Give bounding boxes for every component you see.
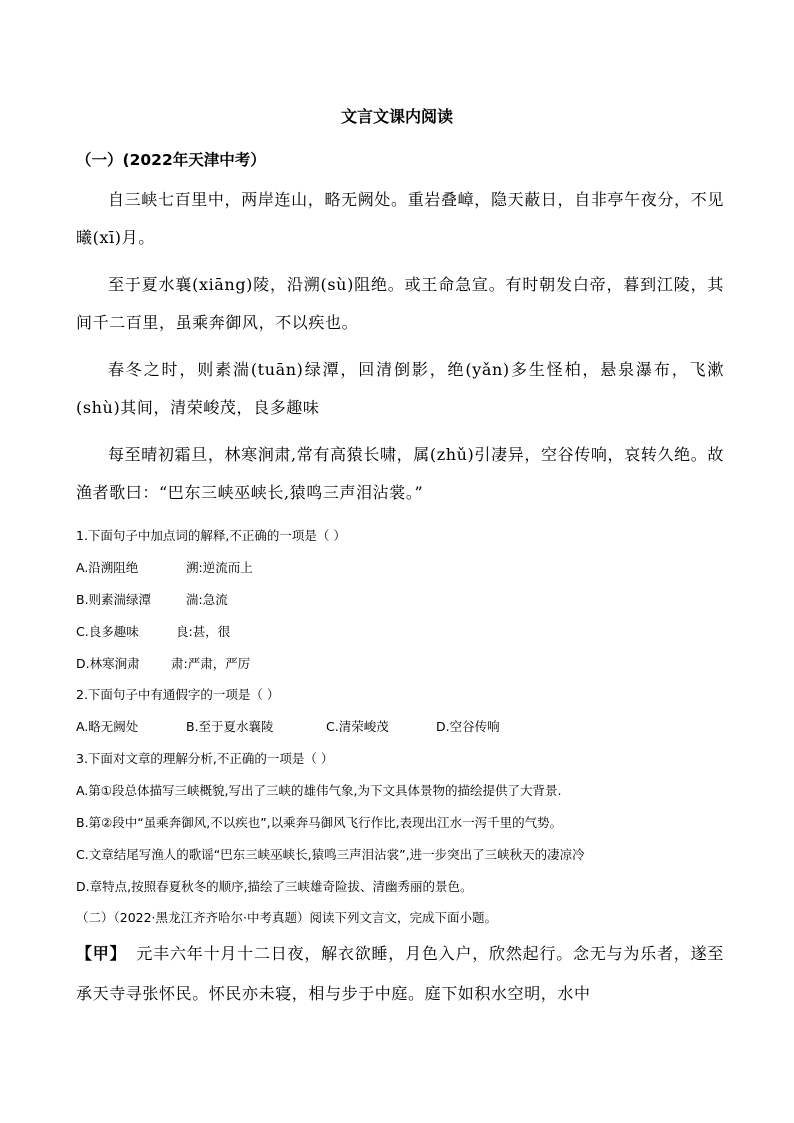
passage-2 — [76, 934, 724, 1014]
passage-paragraph-3: 春冬之时，则素湍(tuān)绿潭，回清倒影，绝(yǎn)多生怪柏，悬泉瀑布，飞漱(shù)其间，清荣峻茂，良多趣味 — [76, 360, 724, 417]
passage-paragraph-1: 自三峡七百里中，两岸连山，略无阙处。重岩叠嶂，隐天蔽日，自非亭午夜分，不见曦(xī)月。 — [76, 190, 724, 247]
passage-2-label: 【甲】 — [76, 944, 127, 963]
section-heading-1: （一）(2022年天津中考） — [76, 151, 266, 169]
question-2-option-a: A.略无阙处 — [76, 719, 139, 734]
question-2-stem: 2.下面句子中有通假字的一项是（ ） — [76, 687, 280, 702]
option-gloss: 溯:逆流而上 — [186, 560, 253, 575]
section-heading-2: （二）（2022·黑龙江齐齐哈尔·中考真题）阅读下列文言文，完成下面小题。 — [76, 910, 498, 925]
passage-paragraph-4: 每至晴初霜旦，林寒涧肃,常有高猿长啸，属(zhǔ)引凄异，空谷传响，哀转久绝。故渔者歌曰：“巴东三峡巫峡长,猿鸣三声泪沾裳。” — [76, 445, 724, 502]
question-2-option-c: C.清荣峻茂 — [326, 719, 389, 734]
option-gloss: 湍:急流 — [186, 592, 228, 607]
passage-2-text: 元丰六年十月十二日夜，解衣欲睡，月色入户，欣然起行。念无与为乐者，遂至承天寺寻张怀民。怀民亦未寝，相与步于中庭。庭下如积水空明，水中 — [76, 944, 724, 1003]
question-3-option-a: A.第①段总体描写三峡概貌,写出了三峡的雄伟气象,为下文具体景物的描绘提供了大背景. — [76, 783, 562, 798]
question-1-option-a — [76, 558, 253, 576]
option-sentence: A.沿溯阻绝 — [76, 560, 139, 575]
option-sentence: D.林寒涧肃 — [76, 656, 140, 671]
option-sentence: C.良多趣味 — [76, 624, 139, 639]
question-1-option-b — [76, 590, 228, 608]
question-3-option-b: B.第②段中“虽乘奔御风,不以疾也”,以乘奔马御风飞行作比,表现出江水一泻千里的气势。 — [76, 815, 563, 830]
option-gloss: 肃:严肃，严厉 — [171, 656, 251, 671]
page-title: 文言文课内阅读 — [340, 107, 453, 126]
question-3-option-c: C.文章结尾写渔人的歌谣“巴东三峡巫峡长,猿鸣三声泪沾裳”,进一步突出了三峡秋天的凄凉冷 — [76, 847, 585, 862]
question-2-options — [76, 717, 500, 735]
question-1-option-d — [76, 654, 250, 672]
option-gloss: 良:甚，很 — [176, 624, 231, 639]
question-2-option-b: B.至于夏水襄陵 — [186, 719, 274, 734]
question-2-option-d: D.空谷传响 — [436, 719, 500, 734]
question-1-stem: 1.下面句子中加点词的解释,不正确的一项是（ ） — [76, 528, 346, 543]
question-1-option-c — [76, 622, 230, 640]
question-3-option-d: D.章特点,按照春夏秋冬的顺序,描绘了三峡雄奇险拔、清幽秀丽的景色。 — [76, 879, 473, 894]
passage-paragraph-2: 至于夏水襄(xiāng)陵，沿溯(sù)阻绝。或王命急宣。有时朝发白帝，暮到江陵，其间千二百里，虽乘奔御风，不以疾也。 — [76, 275, 724, 332]
option-sentence: B.则素湍绿潭 — [76, 592, 152, 607]
question-3-stem: 3.下面对文章的理解分析,不正确的一项是（ ） — [76, 751, 334, 766]
